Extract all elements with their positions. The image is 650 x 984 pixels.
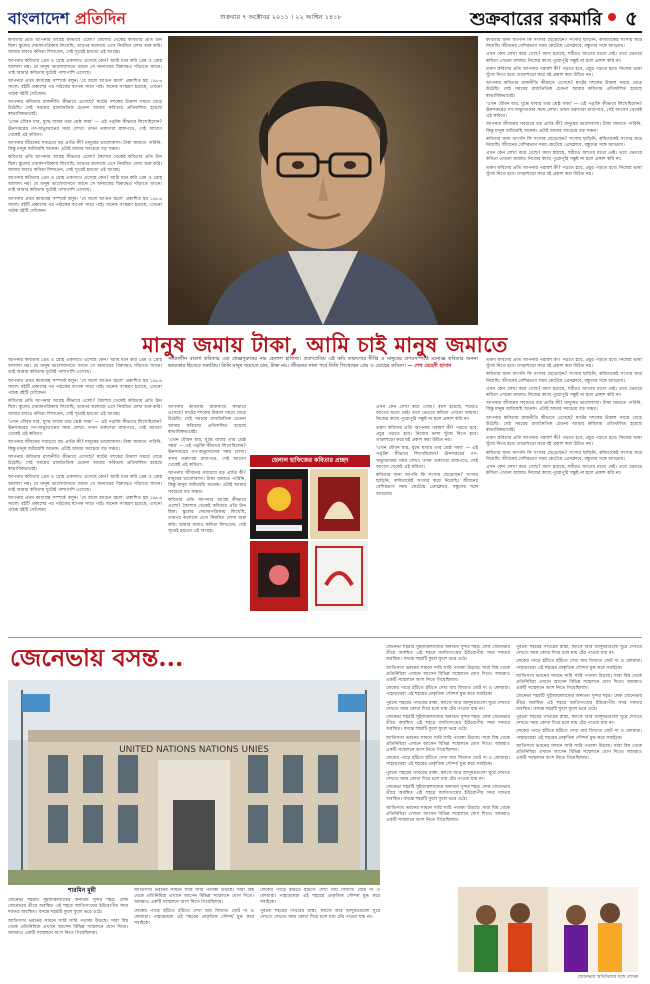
paragraph: লেকের পাড়ে হাঁটতে হাঁটতে দেখা যায় বিখ্যাত জেট দ্য ও ফোয়ারা। পাহাড়ঘেরা এই শহরের প্রাকৃতিক সৌন্দর্য মুগ্ধ করে সবাইকে। [260,888,380,906]
newspaper-logo [8,6,126,33]
paragraph: এখন কেন লেখা কমে গেছে? বয়স হয়েছে, শরীরও আগের মতো নেই। তবে ভেতরে কবিতা এখনো জন্মায়। নিজের কাছে পুরোপুরি সন্তুষ্ট না হলে প্রকাশ করি না। [486,465,642,477]
paragraph: আপনার জীবনের সবচেয়ে বড় প্রাপ্তি কী? মানুষের ভালোবাসা। টাকা জমাতে পারিনি, কিন্তু মানুষ জমিয়েছি অনেক। এটাই আমার সবচেয়ে বড় সঞ্চয়। [8,440,162,452]
paragraph: জেনেভা শহরটি সুইজারল্যান্ডের অন্যতম সুন্দর শহর। লেক জেনেভার তীরে অবস্থিত এই শহরে জাতিসংঘের ইউরোপীয় সদর দফতর অবস্থিত। বসন্তে শহরটি ফুলে ফুলে ভরে ওঠে। [386,645,510,663]
book-cover-image [250,469,308,539]
paragraph: আপনার কবিতায় প্রেম ও দ্রোহ একসাথে এসেছে কেন? আমি মনে করি প্রেম ও দ্রোহ আলাদা নয়। যে মানুষ ভালোবাসতে জানে সে অন্যায়ের বিরুদ্ধেও দাঁড়াতে জানে। তাই আমার কবিতায় দুটোই পাশাপাশি এসেছে। [8,176,162,194]
paragraph: 'এখন যৌবন যার, যুদ্ধে যাবার তার শ্রেষ্ঠ সময়' — এই পঙ্‌ক্তি কীভাবে লিখেছিলেন? ঊনসত্তরের গণ-অভ্যুত্থানের সময় লেখা। তখন তরুণেরা রাজপথে, সেই আবেগ থেকেই এই কবিতা। [376,446,478,470]
article-column-center-right [376,405,478,633]
article-column-right-mid [486,358,642,633]
paragraph: আপনার কবিতায় রাজনীতি কীভাবে এসেছে? ষাটের দশকের উত্তাল সময়ে বেড়ে উঠেছি। সেই সময়ের রাজনৈতিক চেতনা আমার কবিতায় প্রতিফলিত হয়েছে স্বাভাবিকভাবেই। [486,81,642,99]
paragraph: কবিতার প্রতি আপনার আগ্রহ কীভাবে এলো? কৈশোর থেকেই কবিতার প্রতি টান ছিল। স্কুলের দেয়ালপত্রিকায় লিখেছি, তারপর কলেজে এসে নিয়মিত লেখা শুরু করি। আমার বাবাও কবিতা লিখতেন, সেই সূত্রেই হয়তো এই আগ্রহ। [8,155,162,173]
paragraph: জাতিসংঘ ভবনের সামনে সারি সারি পতাকা উড়ছে। সারা বিশ্ব থেকে প্রতিনিধিরা এখানে আসেন বিভিন্ন সম্মেলনে যোগ দিতে। আমরাও একটি সম্মেলনে অংশ নিতে গিয়েছিলাম। [386,735,510,754]
paragraph: জাতিসংঘ ভবনের সামনে সারি সারি পতাকা উড়ছে। সারা বিশ্ব থেকে প্রতিনিধিরা এখানে আসেন বিভিন্ন সম্মেলনে যোগ দিতে। আমরাও একটি সম্মেলনে অংশ নিতে গিয়েছিলাম। [516,673,642,692]
paragraph: 'এখন যৌবন যার, যুদ্ধে যাবার তার শ্রেষ্ঠ সময়' — এই পঙ্‌ক্তি কীভাবে লিখেছিলেন? ঊনসত্তরের গণ-অভ্যুত্থানের সময় লেখা। তখন তরুণেরা রাজপথে, সেই আবেগ থেকেই এই কবিতা। [486,101,642,120]
paragraph: কবিতার জন্য আপনি কি সংসার ছেড়েছেন? সংসার ছাড়িনি, কবিতাকেই সংসার করে নিয়েছি। জীবনের বেশিরভাগ সময় কেটেছে প্রেসক্লাবে, বন্ধুদের সঙ্গে আড্ডায়। [486,372,642,384]
masthead-rule [8,31,642,33]
paragraph: কবিতার প্রতি আপনার আগ্রহ কীভাবে এলো? কৈশোর থেকেই কবিতার প্রতি টান ছিল। স্কুলের দেয়ালপত্রিকায় লিখেছি, তারপর কলেজে এসে নিয়মিত লেখা শুরু করি। আমার বাবাও কবিতা লিখতেন, সেই সূত্রেই হয়তো এই আগ্রহ। [8,38,162,56]
intro-text: সমকালীন বাংলা কবিতার এক প্রাজ্ঞপুরুষের নাম হেলাল হাফিজ। প্রবাদপ্রতিম এই কবি তারুণ্যের দীপ্তি ও মানুষের প্রণয়সম্পর্কে মনোজ্ঞ কবিতার অনন্য ভাষ্যকার হিসেবে জনপ্রিয়। তিনি মানুষ জমাতে চান, টাকা নয়। জীবনের নানা পর্বে তিনি লিখেছেন প্রেম ও দ্রোহের কবিতা। [168,356,478,369]
paragraph: এখন কেন লেখা কমে গেছে? বয়স হয়েছে, শরীরও আগের মতো নেই। তবে ভেতরে কবিতা এখনো জন্মায়। নিজের কাছে পুরোপুরি সন্তুষ্ট না হলে প্রকাশ করি না। [376,405,478,423]
byline: — শেখ মেহেদী হাসান [407,362,452,369]
paragraph: কবিতার জন্য আপনি কি সংসার ছেড়েছেন? সংসার ছাড়িনি, কবিতাকেই সংসার করে নিয়েছি। জীবনের বেশিরভাগ সময় কেটেছে প্রেসক্লাবে, বন্ধুদের সঙ্গে আড্ডায়। [376,473,478,497]
paragraph: কবিতার জন্য আপনি কি সংসার ছেড়েছেন? সংসার ছাড়িনি, কবিতাকেই সংসার করে নিয়েছি। জীবনের বেশিরভাগ সময় কেটেছে প্রেসক্লাবে, বন্ধুদের সঙ্গে আড্ডায়। [486,38,642,50]
paragraph: কবিতার প্রতি আপনার আগ্রহ কীভাবে এলো? কৈশোর থেকেই কবিতার প্রতি টান ছিল। স্কুলের দেয়ালপত্রিকায় লিখেছি, তারপর কলেজে এসে নিয়মিত লেখা শুরু করি। আমার বাবাও কবিতা লিখতেন, সেই সূত্রেই হয়তো এই আগ্রহ। [8,399,162,417]
paragraph: পুরনো শহরের পাথরের রাস্তা, ক্যাফে আর জাদুঘরগুলো ঘুরে দেখতে দেখতে সময় কোথা দিয়ে চলে যায় টের পাওয়া যায় না। [386,770,510,782]
paragraph: জাতিসংঘ ভবনের সামনে সারি সারি পতাকা উড়ছে। সারা বিশ্ব থেকে প্রতিনিধিরা এখানে আসেন বিভিন্ন সম্মেলনে যোগ দিতে। আমরাও একটি সম্মেলনে অংশ নিতে গিয়েছিলাম। [386,805,510,824]
paragraph: আপনার প্রথম কাব্যগ্রন্থ সম্পর্কে বলুন। 'যে জলে আগুন জ্বলে' প্রকাশিত হয় ১৯৮৬ সালে। বইটি প্রকাশের পর পাঠকের ব্যাপক সাড়া পাই। অনেক সংস্করণ হয়েছে, এখনো পাঠক বইটি খোঁজেন। [8,196,162,215]
article-column-center-left [168,405,246,633]
paragraph: লেকের পাড়ে হাঁটতে হাঁটতে দেখা যায় বিখ্যাত জেট দ্য ও ফোয়ারা। পাহাড়ঘেরা এই শহরের প্রাকৃতিক সৌন্দর্য মুগ্ধ করে সবাইকে। [134,908,254,927]
section-title: শুক্রবারের রকমারি [470,9,602,30]
paragraph: আপনার জীবনের সবচেয়ে বড় প্রাপ্তি কী? মানুষের ভালোবাসা। টাকা জমাতে পারিনি, কিন্তু মানুষ জমিয়েছি অনেক। এটাই আমার সবচেয়ে বড় সঞ্চয়। [486,401,642,413]
paragraph: আপনার কবিতায় রাজনীতি কীভাবে এসেছে? ষাটের দশকের উত্তাল সময়ে বেড়ে উঠেছি। সেই সময়ের রাজনৈতিক চেতনা আমার কবিতায় প্রতিফলিত হয়েছে স্বাভাবিকভাবেই। [486,415,642,434]
logo-text-2: প্রতিদিন [69,9,126,28]
paragraph: জাতিসংঘ ভবনের সামনে সারি সারি পতাকা উড়ছে। সারা বিশ্ব থেকে প্রতিনিধিরা এখানে আসেন বিভিন্ন সম্মেলনে যোগ দিতে। আমরাও একটি সম্মেলনে অংশ নিতে গিয়েছিলাম। [8,918,128,937]
paragraph: পুরনো শহরের পাথরের রাস্তা, ক্যাফে আর জাদুঘরগুলো ঘুরে দেখতে দেখতে সময় কোথা দিয়ে চলে যায় টের পাওয়া যায় না। [386,700,510,712]
paragraph: আপনার প্রথম কাব্যগ্রন্থ সম্পর্কে বলুন। 'যে জলে আগুন জ্বলে' প্রকাশিত হয় ১৯৮৬ সালে। বইটি প্রকাশের পর পাঠকের ব্যাপক সাড়া পাই। অনেক সংস্করণ হয়েছে, এখনো পাঠক বইটি খোঁজেন। [8,378,162,397]
geneva-column-1 [8,898,128,980]
author-name: শারমিন মুন্নী [68,887,96,894]
un-building-photo [8,680,380,885]
photo-caption: জেনেভায় অতিথিদের সঙ্গে লেখক [577,975,638,980]
paragraph: আপনার কবিতায় প্রেম ও দ্রোহ একসাথে এসেছে কেন? আমি মনে করি প্রেম ও দ্রোহ আলাদা নয়। যে মানুষ ভালোবাসতে জানে সে অন্যায়ের বিরুদ্ধেও দাঁড়াতে জানে। তাই আমার কবিতায় দুটোই পাশাপাশি এসেছে। [8,58,162,77]
paragraph: 'এখন যৌবন যার, যুদ্ধে যাবার তার শ্রেষ্ঠ সময়' — এই পঙ্‌ক্তি কীভাবে লিখেছিলেন? ঊনসত্তরের গণ-অভ্যুত্থানের সময় লেখা। তখন তরুণেরা রাজপথে, সেই আবেগ থেকেই এই কবিতা। [8,120,162,138]
paragraph: আপনার কবিতায় রাজনীতি কীভাবে এসেছে? ষাটের দশকের উত্তাল সময়ে বেড়ে উঠেছি। সেই সময়ের রাজনৈতিক চেতনা আমার কবিতায় প্রতিফলিত হয়েছে স্বাভাবিকভাবেই। [8,454,162,473]
paragraph: লেকের পাড়ে হাঁটতে হাঁটতে দেখা যায় বিখ্যাত জেট দ্য ও ফোয়ারা। পাহাড়ঘেরা এই শহরের প্রাকৃতিক সৌন্দর্য মুগ্ধ করে সবাইকে। [386,756,510,768]
paragraph: তরুণ কবিদের প্রতি আপনার পরামর্শ কী? পড়তে হবে, প্রচুর পড়তে হবে। নিজের ভাষা খুঁজে নিতে হবে। তাড়াহুড়ো করে বই প্রকাশ করা উচিত নয়। [376,425,478,444]
paragraph: পুরনো শহরের পাথরের রাস্তা, ক্যাফে আর জাদুঘরগুলো ঘুরে দেখতে দেখতে সময় কোথা দিয়ে চলে যায় টের পাওয়া যায় না। [516,715,642,727]
paragraph: 'এখন যৌবন যার, যুদ্ধে যাবার তার শ্রেষ্ঠ সময়' — এই পঙ্‌ক্তি কীভাবে লিখেছিলেন? ঊনসত্তরের গণ-অভ্যুত্থানের সময় লেখা। তখন তরুণেরা রাজপথে, সেই আবেগ থেকেই এই কবিতা। [8,419,162,438]
main-headline: মানুষ জমায় টাকা, আমি চাই মানুষ জমাতে [142,332,508,357]
paragraph: 'এখন যৌবন যার, যুদ্ধে যাবার তার শ্রেষ্ঠ সময়' — এই পঙ্‌ক্তি কীভাবে লিখেছিলেন? ঊনসত্তরের গণ-অভ্যুত্থানের সময় লেখা। তখন তরুণেরা রাজপথে, সেই আবেগ থেকেই এই কবিতা। [168,438,246,468]
paragraph: জাতিসংঘ ভবনের সামনে সারি সারি পতাকা উড়ছে। সারা বিশ্ব থেকে প্রতিনিধিরা এখানে আসেন বিভিন্ন সম্মেলনে যোগ দিতে। আমরাও একটি সম্মেলনে অংশ নিতে গিয়েছিলাম। [134,888,254,906]
paragraph: আপনার প্রথম কাব্যগ্রন্থ সম্পর্কে বলুন। 'যে জলে আগুন জ্বলে' প্রকাশিত হয় ১৯৮৬ সালে। বইটি প্রকাশের পর পাঠকের ব্যাপক সাড়া পাই। অনেক সংস্করণ হয়েছে, এখনো পাঠক বইটি খোঁজেন। [8,496,162,514]
article-column-left-top [8,38,162,324]
paragraph: জাতিসংঘ ভবনের সামনে সারি সারি পতাকা উড়ছে। সারা বিশ্ব থেকে প্রতিনিধিরা এখানে আসেন বিভিন্ন সম্মেলনে যোগ দিতে। আমরাও একটি সম্মেলনে অংশ নিতে গিয়েছিলাম। [386,665,510,684]
paragraph: আপনার জীবনের সবচেয়ে বড় প্রাপ্তি কী? মানুষের ভালোবাসা। টাকা জমাতে পারিনি, কিন্তু মানুষ জমিয়েছি অনেক। এটাই আমার সবচেয়ে বড় সঞ্চয়। [8,141,162,153]
paragraph: পুরনো শহরের পাথরের রাস্তা, ক্যাফে আর জাদুঘরগুলো ঘুরে দেখতে দেখতে সময় কোথা দিয়ে চলে যায় টের পাওয়া যায় না। [260,908,380,920]
paragraph: কবিতার জন্য আপনি কি সংসার ছেড়েছেন? সংসার ছাড়িনি, কবিতাকেই সংসার করে নিয়েছি। জীবনের বেশিরভাগ সময় কেটেছে প্রেসক্লাবে, বন্ধুদের সঙ্গে আড্ডায়। [486,450,642,462]
paragraph: লেকের পাড়ে হাঁটতে হাঁটতে দেখা যায় বিখ্যাত জেট দ্য ও ফোয়ারা। পাহাড়ঘেরা এই শহরের প্রাকৃতিক সৌন্দর্য মুগ্ধ করে সবাইকে। [516,729,642,741]
paragraph: কবিতার প্রতি আপনার আগ্রহ কীভাবে এলো? কৈশোর থেকেই কবিতার প্রতি টান ছিল। স্কুলের দেয়ালপত্রিকায় লিখেছি, তারপর কলেজে এসে নিয়মিত লেখা শুরু করি। আমার বাবাও কবিতা লিখতেন, সেই সূত্রেই হয়তো এই আগ্রহ। [168,497,246,534]
page-number: ৫ [625,6,638,30]
paragraph: জেনেভা শহরটি সুইজারল্যান্ডের অন্যতম সুন্দর শহর। লেক জেনেভার তীরে অবস্থিত এই শহরে জাতিসংঘের ইউরোপীয় সদর দফতর অবস্থিত। বসন্তে শহরটি ফুলে ফুলে ভরে ওঠে। [516,694,642,712]
paragraph: তরুণ কবিদের প্রতি আপনার পরামর্শ কী? পড়তে হবে, প্রচুর পড়তে হবে। নিজের ভাষা খুঁজে নিতে হবে। তাড়াহুড়ো করে বই প্রকাশ করা উচিত নয়। [486,358,642,370]
paragraph: তরুণ কবিদের প্রতি আপনার পরামর্শ কী? পড়তে হবে, প্রচুর পড়তে হবে। নিজের ভাষা খুঁজে নিতে হবে। তাড়াহুড়ো করে বই প্রকাশ করা উচিত নয়। [486,66,642,79]
paragraph: জেনেভা শহরটি সুইজারল্যান্ডের অন্যতম সুন্দর শহর। লেক জেনেভার তীরে অবস্থিত এই শহরে জাতিসংঘের ইউরোপীয় সদর দফতর অবস্থিত। বসন্তে শহরটি ফুলে ফুলে ভরে ওঠে। [386,785,510,803]
paragraph: লেকের পাড়ে হাঁটতে হাঁটতে দেখা যায় বিখ্যাত জেট দ্য ও ফোয়ারা। পাহাড়ঘেরা এই শহরের প্রাকৃতিক সৌন্দর্য মুগ্ধ করে সবাইকে। [386,686,510,698]
paragraph: আপনার জীবনের সবচেয়ে বড় প্রাপ্তি কী? মানুষের ভালোবাসা। টাকা জমাতে পারিনি, কিন্তু মানুষ জমিয়েছি অনেক। এটাই আমার সবচেয়ে বড় সঞ্চয়। [486,122,642,134]
paragraph: আপনার প্রথম কাব্যগ্রন্থ সম্পর্কে বলুন। 'যে জলে আগুন জ্বলে' প্রকাশিত হয় ১৯৮৬ সালে। বইটি প্রকাশের পর পাঠকের ব্যাপক সাড়া পাই। অনেক সংস্করণ হয়েছে, এখনো পাঠক বইটি খোঁজেন। [8,79,162,97]
guests-photo [458,887,638,972]
paragraph: আপনার কবিতায় প্রেম ও দ্রোহ একসাথে এসেছে কেন? আমি মনে করি প্রেম ও দ্রোহ আলাদা নয়। যে মানুষ ভালোবাসতে জানে সে অন্যায়ের বিরুদ্ধেও দাঁড়াতে জানে। তাই আমার কবিতায় দুটোই পাশাপাশি এসেছে। [8,475,162,493]
geneva-column-5 [516,645,642,883]
geneva-headline: জেনেভায় বসন্ত... [10,643,184,672]
poet-portrait-photo [168,36,478,325]
book-covers-box [250,455,370,625]
dateline: শুক্রবার ৭ অক্টোবর ২০১১ । ২২ আশ্বিন ১৪১৮ [220,13,342,21]
masthead [8,4,642,32]
article-intro [168,356,478,369]
paragraph: আপনার কবিতায় রাজনীতি কীভাবে এসেছে? ষাটের দশকের উত্তাল সময়ে বেড়ে উঠেছি। সেই সময়ের রাজনৈতিক চেতনা আমার কবিতায় প্রতিফলিত হয়েছে স্বাভাবিকভাবেই। [8,99,162,118]
paragraph: কবিতার জন্য আপনি কি সংসার ছেড়েছেন? সংসার ছাড়িনি, কবিতাকেই সংসার করে নিয়েছি। জীবনের বেশিরভাগ সময় কেটেছে প্রেসক্লাবে, বন্ধুদের সঙ্গে আড্ডায়। [486,136,642,149]
paragraph: পুরনো শহরের পাথরের রাস্তা, ক্যাফে আর জাদুঘরগুলো ঘুরে দেখতে দেখতে সময় কোথা দিয়ে চলে যায় টের পাওয়া যায় না। [516,645,642,657]
un-sign-text: UNITED NATIONS NATIONS UNIES [119,745,269,755]
paragraph: জেনেভা শহরটি সুইজারল্যান্ডের অন্যতম সুন্দর শহর। লেক জেনেভার তীরে অবস্থিত এই শহরে জাতিসংঘের ইউরোপীয় সদর দফতর অবস্থিত। বসন্তে শহরটি ফুলে ফুলে ভরে ওঠে। [386,715,510,733]
paragraph: লেকের পাড়ে হাঁটতে হাঁটতে দেখা যায় বিখ্যাত জেট দ্য ও ফোয়ারা। পাহাড়ঘেরা এই শহরের প্রাকৃতিক সৌন্দর্য মুগ্ধ করে সবাইকে। [516,659,642,671]
logo-text-1: বাংলাদেশ [8,9,70,28]
paragraph: তরুণ কবিদের প্রতি আপনার পরামর্শ কী? পড়তে হবে, প্রচুর পড়তে হবে। নিজের ভাষা খুঁজে নিতে হবে। তাড়াহুড়ো করে বই প্রকাশ করা উচিত নয়। [486,165,642,177]
book-cover-image [250,541,308,611]
article-column-right-top [486,38,642,324]
book-cover-image [310,541,368,611]
red-dot-icon [608,13,616,21]
paragraph: তরুণ কবিদের প্রতি আপনার পরামর্শ কী? পড়তে হবে, প্রচুর পড়তে হবে। নিজের ভাষা খুঁজে নিতে হবে। তাড়াহুড়ো করে বই প্রকাশ করা উচিত নয়। [486,436,642,448]
paragraph: আপনার কবিতায় প্রেম ও দ্রোহ একসাথে এসেছে কেন? আমি মনে করি প্রেম ও দ্রোহ আলাদা নয়। যে মানুষ ভালোবাসতে জানে সে অন্যায়ের বিরুদ্ধেও দাঁড়াতে জানে। তাই আমার কবিতায় দুটোই পাশাপাশি এসেছে। [8,358,162,376]
paragraph: জাতিসংঘ ভবনের সামনে সারি সারি পতাকা উড়ছে। সারা বিশ্ব থেকে প্রতিনিধিরা এখানে আসেন বিভিন্ন সম্মেলনে যোগ দিতে। আমরাও একটি সম্মেলনে অংশ নিতে গিয়েছিলাম। [516,743,642,762]
book-cover-image [310,469,368,539]
article-column-left-mid [8,358,162,633]
book-box-title: হেলাল হাফিজের কবিতার প্রচ্ছদ [250,455,370,467]
geneva-column-3 [260,888,380,980]
geneva-column-2 [134,888,254,980]
paragraph: এখন কেন লেখা কমে গেছে? বয়স হয়েছে, শরীরও আগের মতো নেই। তবে ভেতরে কবিতা এখনো জন্মায়। নিজের কাছে পুরোপুরি সন্তুষ্ট না হলে প্রকাশ করি না। [486,52,642,64]
paragraph: এখন কেন লেখা কমে গেছে? বয়স হয়েছে, শরীরও আগের মতো নেই। তবে ভেতরে কবিতা এখনো জন্মায়। নিজের কাছে পুরোপুরি সন্তুষ্ট না হলে প্রকাশ করি না। [486,151,642,163]
paragraph: জেনেভা শহরটি সুইজারল্যান্ডের অন্যতম সুন্দর শহর। লেক জেনেভার তীরে অবস্থিত এই শহরে জাতিসংঘের ইউরোপীয় সদর দফতর অবস্থিত। বসন্তে শহরটি ফুলে ফুলে ভরে ওঠে। [8,898,128,916]
paragraph: এখন কেন লেখা কমে গেছে? বয়স হয়েছে, শরীরও আগের মতো নেই। তবে ভেতরে কবিতা এখনো জন্মায়। নিজের কাছে পুরোপুরি সন্তুষ্ট না হলে প্রকাশ করি না। [486,386,642,399]
paragraph: আপনার কবিতায় রাজনীতি কীভাবে এসেছে? ষাটের দশকের উত্তাল সময়ে বেড়ে উঠেছি। সেই সময়ের রাজনৈতিক চেতনা আমার কবিতায় প্রতিফলিত হয়েছে স্বাভাবিকভাবেই। [168,405,246,435]
section-divider [8,637,642,638]
paragraph: আপনার জীবনের সবচেয়ে বড় প্রাপ্তি কী? মানুষের ভালোবাসা। টাকা জমাতে পারিনি, কিন্তু মানুষ জমিয়েছি অনেক। এটাই আমার সবচেয়ে বড় সঞ্চয়। [168,471,246,495]
